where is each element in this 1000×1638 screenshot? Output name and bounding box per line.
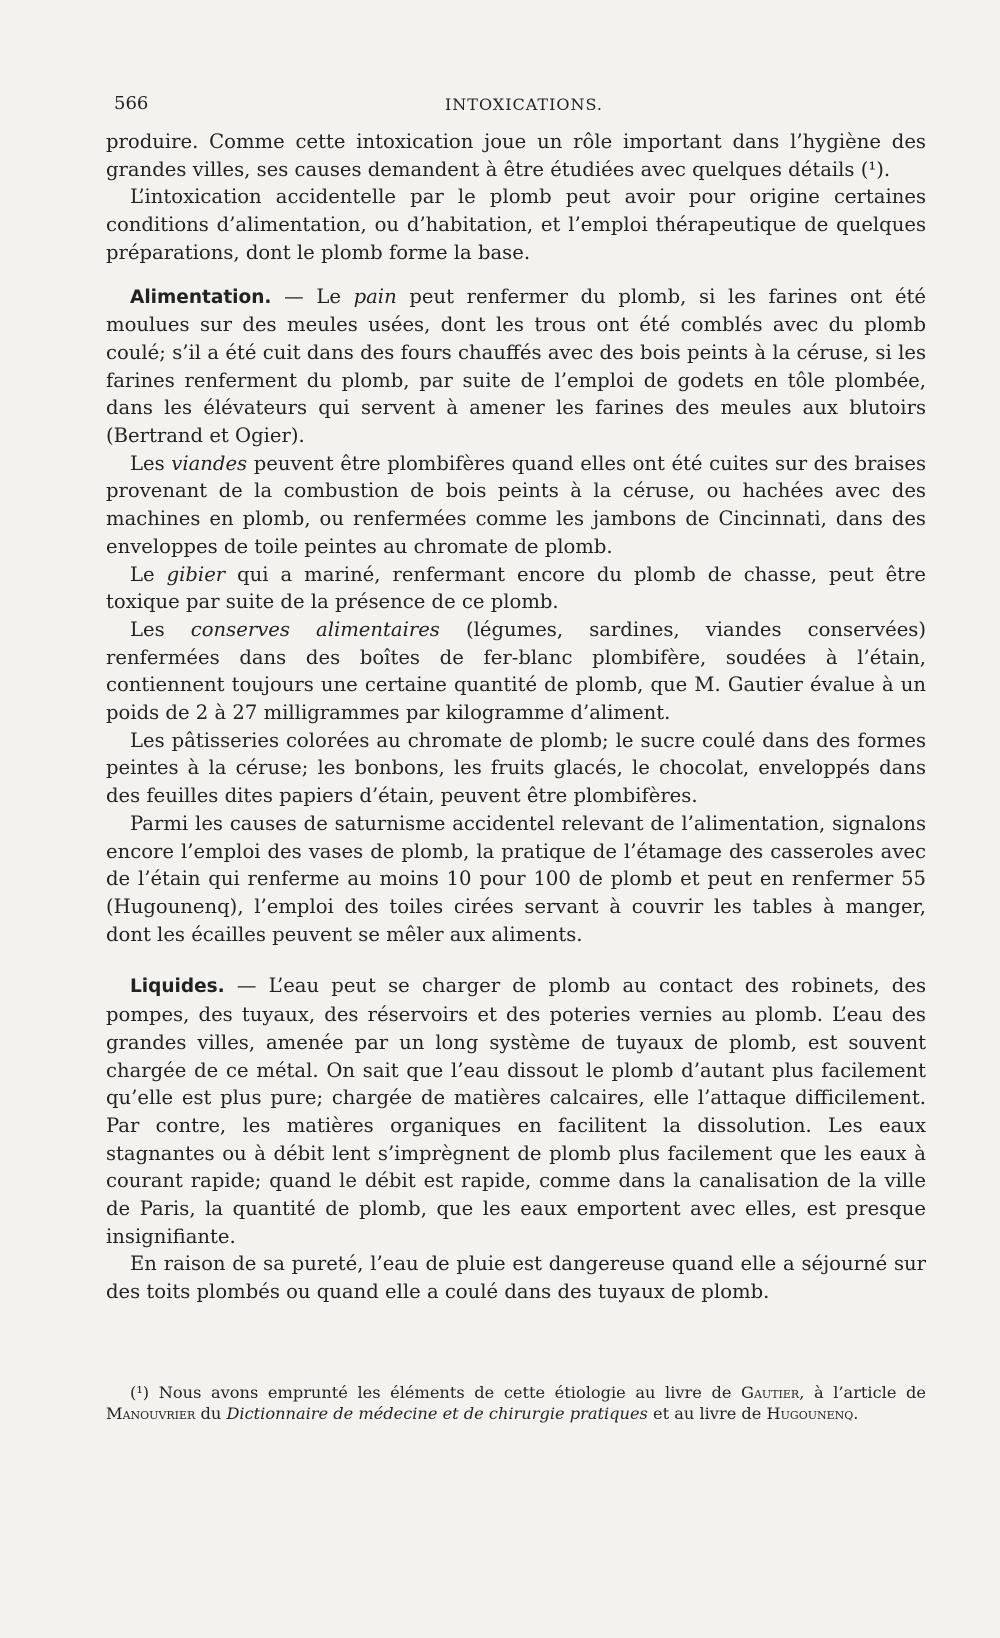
paragraph-text: (légumes, sardines, viandes conservées) renfermées dans des boîtes de fer-blanc plombifère, soudées à l’étain, contiennent toujours une certaine quantité de plomb, que M. Gautier évalue à un poids de 2 à 27 milligrammes par kilogramme d’aliment.	[106, 617, 927, 725]
section-alimentation	[106, 283, 926, 450]
author-name: Hugounenq	[766, 1404, 854, 1423]
section-liquides	[106, 972, 926, 1250]
footnote-marker: (¹)	[130, 1383, 150, 1402]
body-text	[106, 128, 926, 1306]
author-name: Gautier	[741, 1383, 800, 1402]
paragraph-viandes	[106, 450, 926, 561]
paragraph-text: peut renfermer du plomb, si les farines ont été moulues sur des meules usées, dont les trous ont été comblés avec du plomb coulé; s’il a été cuit dans des fours chauffés avec des bois peints à la céruse, si les farines renferment du plomb, par suite de l’emploi de godets en tôle plombée, dans les élévateurs qui servent à amener les farines des meules aux blutoirs (Bertrand et Ogier).	[106, 284, 927, 448]
italic-term: viandes	[171, 451, 248, 475]
paragraph-text: Les	[130, 617, 165, 641]
paragraph-parmi: Parmi les causes de saturnisme accidentel relevant de l’alimentation, signalons encore l’emploi des vases de plomb, la pratique de l’étamage des casseroles avec de l’étain qui renferme au moins 10 pour 100 de plomb et peut en renfermer 55 (Hugounenq), l’emploi des toiles cirées servant à couvrir les tables à manger, dont les écailles peuvent se mêler aux aliments.	[106, 811, 926, 946]
paragraph-intro	[106, 128, 926, 183]
paragraph-pluie: En raison de sa pureté, l’eau de pluie est dangereuse quand elle a séjourné sur des toits plombés ou quand elle a coulé dans des tuyaux de plomb.	[106, 1252, 926, 1304]
running-title: INTOXICATIONS.	[444, 95, 604, 114]
paragraph-text: — L’eau peut se charger de plomb au contact des robinets, des pompes, des tuyaux, des réservoirs et des poteries vernies au plomb. L’eau des grandes villes, amenée par un long système de tuyaux de plomb, est souvent chargée de ce métal. On sait que l’eau dissout le plomb d’autant plus facilement qu’elle est plus pure; chargée de matières calcaires, elle l’attaque difficilement. Par contre, les matières organiques en facilitent la dissolution. Les eaux stagnantes ou à débit lent s’imprègnent de plomb plus facilement que les eaux à courant rapide; quand le débit est rapide, comme dans la canalisation de la ville de Paris, la quantité de plomb, que les eaux emportent avec elles, est presque insignifiante.	[106, 974, 926, 1248]
section-heading-alimentation: Alimentation.	[130, 286, 272, 308]
paragraph-text: qui a mariné, renfermant encore du plomb de chasse, peut être toxique par suite de la présence de ce plomb.	[106, 562, 926, 614]
italic-term: conserves alimentaires	[190, 617, 440, 641]
footnote-reference: (¹).	[860, 157, 891, 181]
book-title: Dictionnaire de médecine et de chirurgie pratiques	[226, 1404, 648, 1423]
page-header	[114, 93, 934, 119]
footnote-text: .	[853, 1404, 859, 1423]
paragraph-text: — Le	[284, 284, 341, 308]
footnote-text: , à l’article de	[799, 1383, 926, 1402]
paragraph-text: peuvent être plombifères quand elles ont été cuites sur des braises provenant de la combustion de bois peints à la céruse, ou hachées avec des machines en plomb, ou renfermées comme les jambons de Cincinnati, dans des enveloppes de toile peintes au chromate de plomb.	[106, 451, 927, 558]
italic-term: gibier	[166, 562, 226, 586]
footnote-text: Nous avons emprunté les éléments de cette étiologie au livre de	[158, 1383, 732, 1402]
section-heading-liquides: Liquides.	[130, 976, 225, 998]
italic-term: pain	[353, 284, 397, 308]
paragraph-patisseries: Les pâtisseries colorées au chromate de plomb; le sucre coulé dans des formes peintes à la céruse; les bonbons, les fruits glacés, le chocolat, enveloppés dans des feuilles dites papiers d’étain, peuvent être plombifères.	[106, 728, 926, 808]
footnote-text: du	[200, 1404, 222, 1423]
paragraph-origins: L’intoxication accidentelle par le plomb peut avoir pour origine certaines conditions d’alimentation, ou d’habitation, et l’emploi thérapeutique de quelques préparations, dont le plomb forme la base.	[106, 185, 926, 264]
footnote	[106, 1382, 926, 1424]
paragraph-text: Les	[130, 451, 165, 475]
author-name: Manouvrier	[106, 1404, 196, 1423]
footnote-text: et au livre de	[653, 1404, 762, 1423]
paragraph-text: Le	[130, 562, 155, 586]
paragraph-conserves	[106, 616, 926, 727]
paragraph-intro-text: produire. Comme cette intoxication joue un rôle important dans l’hygiène des grandes villes, ses causes demandent à être étudiées avec quelques détails	[106, 130, 926, 181]
page-number: 566	[114, 93, 149, 114]
paragraph-gibier	[106, 561, 926, 616]
